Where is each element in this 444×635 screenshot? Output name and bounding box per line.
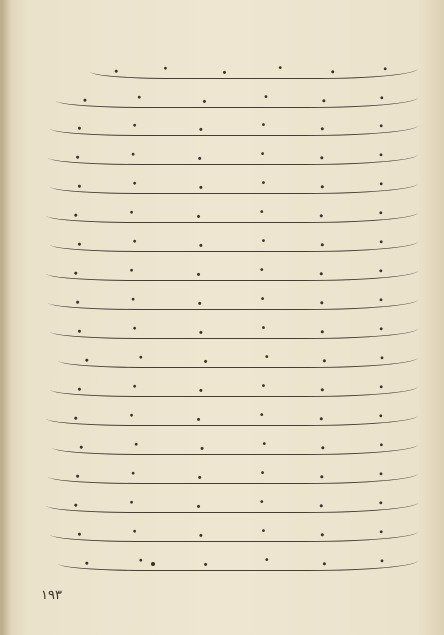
text-line [46, 407, 418, 409]
text-line [46, 262, 418, 264]
text-line [50, 175, 418, 177]
text-line [46, 204, 418, 206]
text-line [90, 60, 418, 62]
text-line [52, 436, 418, 438]
ink-dot [151, 562, 155, 566]
text-line [50, 117, 418, 119]
text-line [48, 291, 418, 293]
text-line [50, 523, 418, 525]
text-line [48, 146, 418, 148]
text-line [50, 378, 418, 380]
text-line [50, 233, 418, 235]
binding-edge-shadow [1, 0, 11, 635]
text-line [48, 465, 418, 467]
text-line [58, 349, 418, 351]
folio-number: ۱۹۳ [41, 588, 62, 603]
handwritten-text-block [43, 40, 418, 580]
text-line [46, 494, 418, 496]
text-line [50, 320, 418, 322]
text-line [58, 552, 418, 554]
text-line [56, 89, 418, 91]
